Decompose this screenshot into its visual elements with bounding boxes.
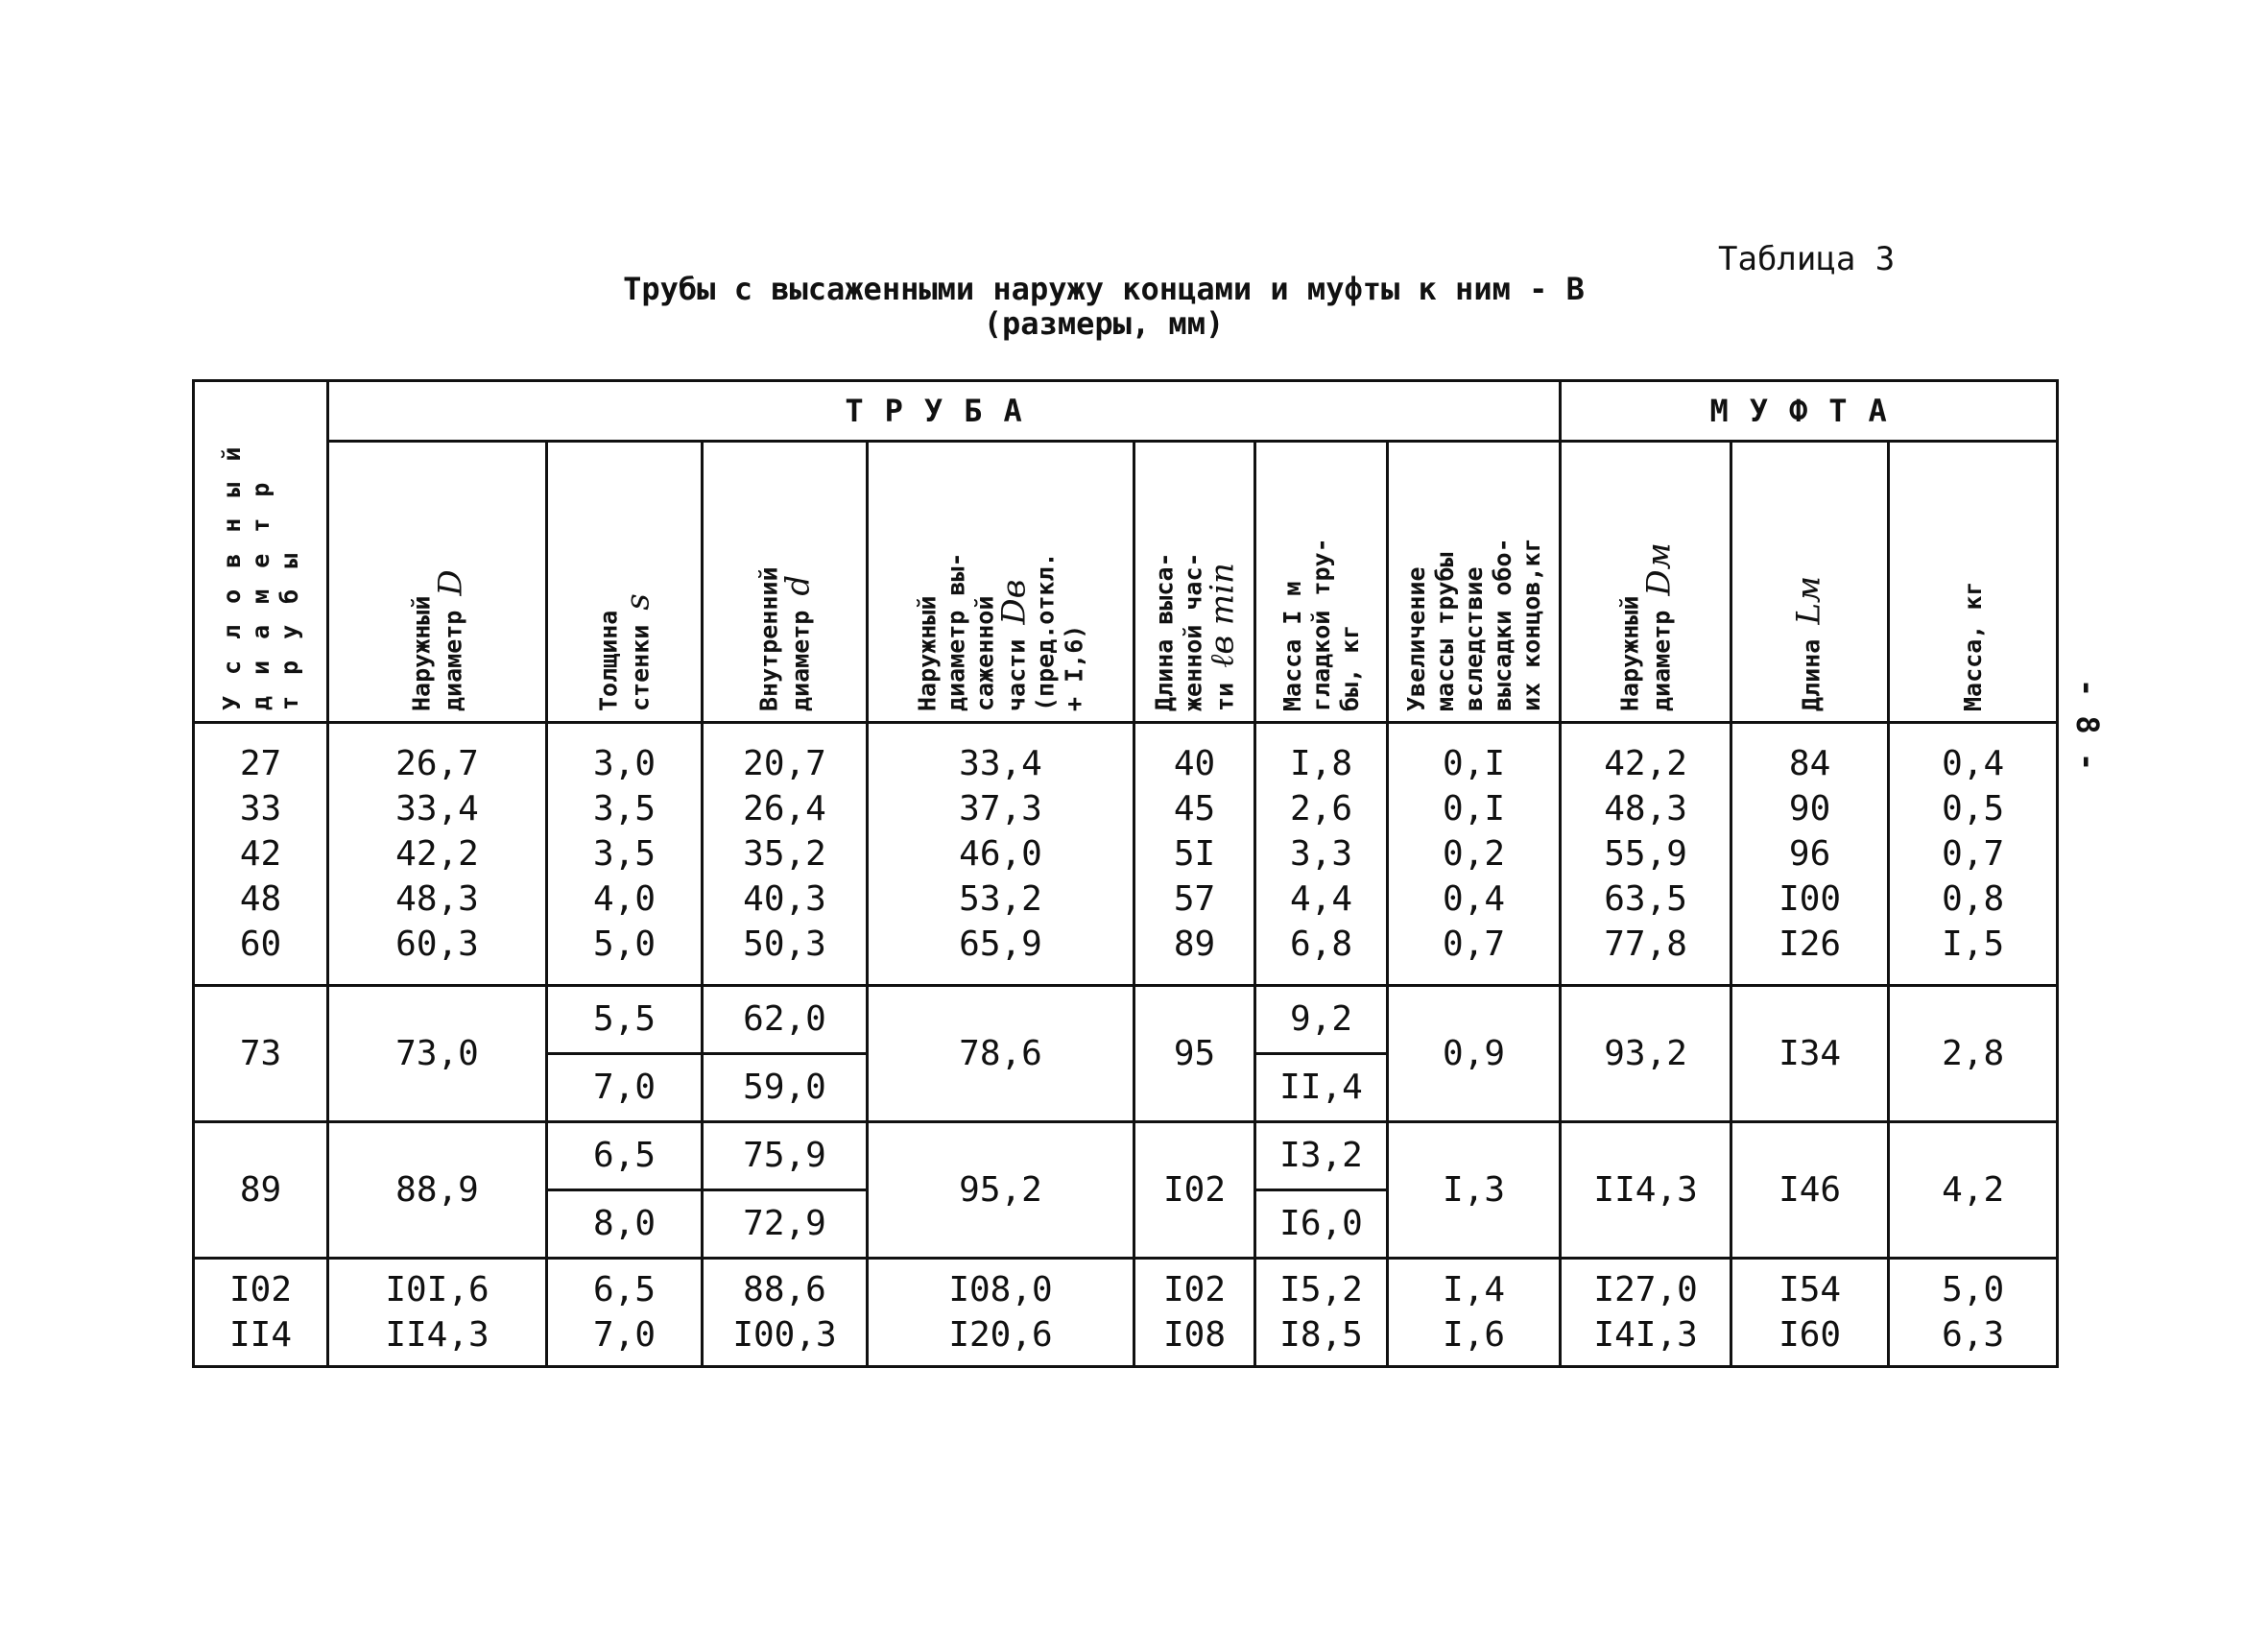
cell xyxy=(868,1259,1134,1367)
cell: 62,0 59,0 xyxy=(703,986,868,1122)
cell: 73,0 xyxy=(328,986,547,1122)
cell-value: 7,0 xyxy=(592,1315,657,1355)
cell-value: I27,0 xyxy=(1593,1270,1698,1309)
pipe-table xyxy=(192,379,2059,1368)
cell xyxy=(1388,1259,1561,1367)
cell: 95 xyxy=(1134,986,1255,1122)
cell-value: 50,3 xyxy=(743,925,826,964)
cell-value: 37,3 xyxy=(959,789,1042,829)
table-title: Трубы с высаженными наружу концами и муфты к ним - В xyxy=(623,271,1585,307)
cell-value: I54 xyxy=(1779,1270,1842,1309)
col-header-upset-diameter: Наружный диаметр вы- саженной части Dв (пред.откл. + I,6) xyxy=(868,442,1134,723)
cell-value: I00 xyxy=(1779,879,1842,919)
table-row-group-2 xyxy=(194,986,2058,1122)
col-header-mass: Масса I м гладкой тру- бы, кг xyxy=(1255,442,1388,723)
cell-value: 0,4 xyxy=(1443,879,1506,919)
cell-value: 88,6 xyxy=(743,1270,826,1309)
cell-value: I5,2 xyxy=(1279,1270,1363,1309)
cell-value: 4,0 xyxy=(592,879,657,919)
table-row-group-4 xyxy=(194,1259,2058,1367)
cell-value: 35,2 xyxy=(743,834,826,874)
cell-value: I,5 xyxy=(1942,925,2005,964)
col-header-coupling-mass: Масса, кг xyxy=(1889,442,2058,723)
table-subtitle: (размеры, мм) xyxy=(983,305,1225,342)
cell-value: I4I,3 xyxy=(1593,1315,1698,1355)
cell xyxy=(1889,723,2058,986)
cell: 78,6 xyxy=(868,986,1134,1122)
cell xyxy=(1889,1259,2058,1367)
cell-value: 48,3 xyxy=(1604,789,1687,829)
cell: 75,9 72,9 xyxy=(703,1122,868,1259)
col-header-coupling-outer: Наружный диаметр Dм xyxy=(1561,442,1731,723)
cell: 4,2 xyxy=(1889,1122,2058,1259)
col-header-coupling-length: Длина Lм xyxy=(1731,442,1889,723)
cell xyxy=(328,723,547,986)
cell-value: I02 xyxy=(1162,1270,1227,1309)
cell-value: I60 xyxy=(1779,1315,1842,1355)
cell-value: 55,9 xyxy=(1604,834,1687,874)
cell xyxy=(868,723,1134,986)
cell-value: 0,2 xyxy=(1443,834,1506,874)
col-header-upset-length: Длина высa- женной час- ти ℓв min xyxy=(1134,442,1255,723)
cell: 89 xyxy=(194,1122,328,1259)
cell: 88,9 xyxy=(328,1122,547,1259)
cell-value: 77,8 xyxy=(1604,925,1687,964)
cell xyxy=(547,723,703,986)
cell-value: 90 xyxy=(1788,789,1831,829)
cell-value: 20,7 xyxy=(743,744,826,783)
cell-value: 48 xyxy=(239,879,282,919)
cell-value: 6,8 xyxy=(1289,925,1353,964)
cell: 73 xyxy=(194,986,328,1122)
cell-value: 65,9 xyxy=(959,925,1042,964)
cell-value: I08 xyxy=(1162,1315,1227,1355)
cell: I3,2 I6,0 xyxy=(1255,1122,1388,1259)
cell-value: 60,3 xyxy=(395,925,479,964)
cell-value: 33 xyxy=(239,789,282,829)
cell xyxy=(1731,1259,1889,1367)
cell: 5,5 7,0 xyxy=(547,986,703,1122)
cell: 2,8 xyxy=(1889,986,2058,1122)
col-header-wall-thickness: Толщина стенки s xyxy=(547,442,703,723)
cell: I02 xyxy=(1134,1122,1255,1259)
table-row-group-1 xyxy=(194,723,2058,986)
cell-value: 0,I xyxy=(1443,789,1506,829)
cell-value: 53,2 xyxy=(959,879,1042,919)
cell-value: II4,3 xyxy=(385,1315,489,1355)
group-header-pipe: ТРУБА xyxy=(328,381,1561,442)
col-header-mass-increase: Увеличение массы трубы вследствие высадки обо- их концов,кг xyxy=(1388,442,1561,723)
group-header-coupling: МУФТА xyxy=(1561,381,2058,442)
cell-value: II4 xyxy=(228,1315,293,1355)
col-header-inner-diameter: Внутренний диаметр d xyxy=(703,442,868,723)
cell-value: 89 xyxy=(1173,925,1216,964)
cell xyxy=(1134,723,1255,986)
cell-value: 46,0 xyxy=(959,834,1042,874)
cell-value: 2,6 xyxy=(1289,789,1353,829)
cell-value: 4,4 xyxy=(1289,879,1353,919)
table-number: Таблица 3 xyxy=(1718,240,1896,278)
cell-value: 45 xyxy=(1173,789,1216,829)
cell-value: I,6 xyxy=(1443,1315,1506,1355)
col-header-nominal: Условный диаметр трубы xyxy=(194,381,328,723)
cell-value: 40 xyxy=(1173,744,1216,783)
cell xyxy=(194,723,328,986)
cell-value: 26,4 xyxy=(743,789,826,829)
cell-value: 6,3 xyxy=(1942,1315,2005,1355)
cell xyxy=(1561,723,1731,986)
col-header-outer-diameter: Наружный диаметр D xyxy=(328,442,547,723)
cell xyxy=(1388,723,1561,986)
cell-value: 3,5 xyxy=(592,834,657,874)
cell-value: 27 xyxy=(239,744,282,783)
cell-value: 42 xyxy=(239,834,282,874)
cell-value: I26 xyxy=(1779,925,1842,964)
cell-value: 48,3 xyxy=(395,879,479,919)
cell-value: 5,0 xyxy=(592,925,657,964)
cell-value: 26,7 xyxy=(395,744,479,783)
cell-value: 40,3 xyxy=(743,879,826,919)
cell-value: 0,I xyxy=(1443,744,1506,783)
table-row-group-3 xyxy=(194,1122,2058,1259)
cell-value: 6,5 xyxy=(592,1270,657,1309)
cell-value: I,8 xyxy=(1289,744,1353,783)
cell-value: 63,5 xyxy=(1604,879,1687,919)
cell-value: 96 xyxy=(1788,834,1831,874)
cell-value: 0,7 xyxy=(1443,925,1506,964)
cell-value: I20,6 xyxy=(948,1315,1053,1355)
cell-value: I8,5 xyxy=(1279,1315,1363,1355)
cell-value: I08,0 xyxy=(948,1270,1053,1309)
cell-value: I,4 xyxy=(1443,1270,1506,1309)
cell xyxy=(1134,1259,1255,1367)
cell xyxy=(1731,723,1889,986)
cell xyxy=(1255,1259,1388,1367)
cell-value: 5I xyxy=(1173,834,1216,874)
cell-value: 42,2 xyxy=(395,834,479,874)
cell-value: I02 xyxy=(228,1270,293,1309)
cell-value: 42,2 xyxy=(1604,744,1687,783)
cell-value: 33,4 xyxy=(395,789,479,829)
cell-value: 84 xyxy=(1788,744,1831,783)
cell xyxy=(547,1259,703,1367)
cell: I34 xyxy=(1731,986,1889,1122)
cell-value: 0,8 xyxy=(1942,879,2005,919)
cell xyxy=(1255,723,1388,986)
cell: 0,9 xyxy=(1388,986,1561,1122)
cell-value: 0,4 xyxy=(1942,744,2005,783)
cell-value: I0I,6 xyxy=(385,1270,489,1309)
cell xyxy=(328,1259,547,1367)
cell: I,3 xyxy=(1388,1122,1561,1259)
cell xyxy=(703,1259,868,1367)
cell-value: 0,7 xyxy=(1942,834,2005,874)
cell xyxy=(1561,1259,1731,1367)
cell xyxy=(194,1259,328,1367)
cell: II4,3 xyxy=(1561,1122,1731,1259)
cell-value: 5,0 xyxy=(1942,1270,2005,1309)
cell-value: 3,5 xyxy=(592,789,657,829)
cell-value: 60 xyxy=(239,925,282,964)
cell-value: 0,5 xyxy=(1942,789,2005,829)
page-number: - 8 - xyxy=(2069,678,2106,772)
cell: 93,2 xyxy=(1561,986,1731,1122)
cell-value: 3,3 xyxy=(1289,834,1353,874)
cell: 6,5 8,0 xyxy=(547,1122,703,1259)
cell-value: 33,4 xyxy=(959,744,1042,783)
cell: I46 xyxy=(1731,1122,1889,1259)
cell-value: 57 xyxy=(1173,879,1216,919)
cell-value: 3,0 xyxy=(592,744,657,783)
cell xyxy=(703,723,868,986)
cell: 9,2 II,4 xyxy=(1255,986,1388,1122)
cell-value: I00,3 xyxy=(732,1315,837,1355)
cell: 95,2 xyxy=(868,1122,1134,1259)
